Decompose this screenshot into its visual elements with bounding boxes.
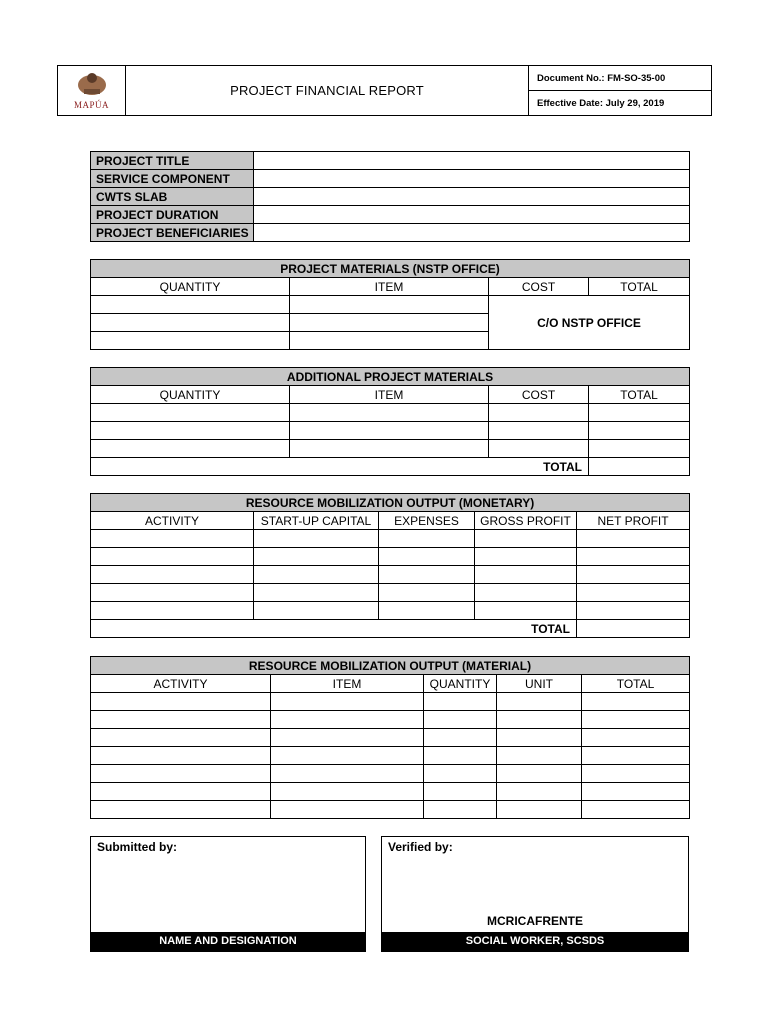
project-duration-field[interactable] — [254, 206, 690, 224]
net-profit-total-cell[interactable] — [577, 620, 690, 638]
nstp-materials-table — [90, 259, 690, 350]
item-cell[interactable] — [271, 747, 424, 765]
submitted-by-box[interactable] — [90, 836, 366, 952]
expenses-cell[interactable] — [379, 584, 475, 602]
quantity-cell[interactable] — [424, 693, 497, 711]
unit-cell[interactable] — [497, 729, 582, 747]
net-profit-cell[interactable] — [577, 602, 690, 620]
nstp-office-note: C/O NSTP OFFICE — [489, 296, 690, 350]
item-cell[interactable] — [271, 801, 424, 819]
startup-capital-cell[interactable] — [254, 602, 379, 620]
unit-cell[interactable] — [497, 765, 582, 783]
quantity-cell[interactable] — [424, 711, 497, 729]
table-row — [91, 765, 690, 783]
table-row — [91, 801, 690, 819]
item-cell[interactable] — [290, 422, 489, 440]
activity-cell[interactable] — [91, 729, 271, 747]
total-cell[interactable] — [582, 783, 690, 801]
expenses-cell[interactable] — [379, 530, 475, 548]
gross-profit-cell[interactable] — [475, 566, 577, 584]
name-designation-bar: NAME AND DESIGNATION — [91, 932, 365, 951]
table-row — [91, 296, 690, 314]
table-row — [91, 783, 690, 801]
quantity-cell[interactable] — [91, 422, 290, 440]
item-cell[interactable] — [290, 404, 489, 422]
label-project-beneficiaries: PROJECT BENEFICIARIES — [91, 224, 254, 242]
col-quantity: QUANTITY — [91, 278, 290, 296]
total-cell[interactable] — [589, 440, 690, 458]
col-cost: COST — [489, 386, 589, 404]
item-cell[interactable] — [271, 729, 424, 747]
gross-profit-cell[interactable] — [475, 584, 577, 602]
total-label: TOTAL — [91, 458, 589, 476]
table-row — [91, 584, 690, 602]
table-row — [91, 422, 690, 440]
net-profit-cell[interactable] — [577, 566, 690, 584]
item-cell[interactable] — [271, 711, 424, 729]
label-cwts-slab: CWTS SLAB — [91, 188, 254, 206]
monetary-output-table — [90, 493, 690, 638]
total-cell[interactable] — [582, 747, 690, 765]
col-total: TOTAL — [589, 278, 690, 296]
grand-total-cell[interactable] — [589, 458, 690, 476]
table-row — [91, 747, 690, 765]
startup-capital-cell[interactable] — [254, 566, 379, 584]
table-row — [91, 152, 690, 170]
total-cell[interactable] — [582, 801, 690, 819]
table-row — [91, 548, 690, 566]
col-unit: UNIT — [497, 675, 582, 693]
unit-cell[interactable] — [497, 801, 582, 819]
activity-cell[interactable] — [91, 711, 271, 729]
col-activity: ACTIVITY — [91, 512, 254, 530]
col-total: TOTAL — [582, 675, 690, 693]
cost-cell[interactable] — [489, 404, 589, 422]
col-startup-capital: START-UP CAPITAL — [254, 512, 379, 530]
col-item: ITEM — [290, 386, 489, 404]
total-cell[interactable] — [582, 693, 690, 711]
quantity-cell[interactable] — [424, 765, 497, 783]
activity-cell[interactable] — [91, 530, 254, 548]
nstp-materials-title: PROJECT MATERIALS (NSTP OFFICE) — [91, 260, 690, 278]
col-gross-profit: GROSS PROFIT — [475, 512, 577, 530]
table-row — [91, 404, 690, 422]
unit-cell[interactable] — [497, 711, 582, 729]
activity-cell[interactable] — [91, 566, 254, 584]
gross-profit-cell[interactable] — [475, 530, 577, 548]
verified-by-label: Verified by: — [388, 840, 453, 854]
total-cell[interactable] — [589, 422, 690, 440]
gross-profit-cell[interactable] — [475, 548, 577, 566]
col-cost: COST — [489, 278, 589, 296]
col-item: ITEM — [271, 675, 424, 693]
activity-cell[interactable] — [91, 548, 254, 566]
gross-profit-cell[interactable] — [475, 602, 577, 620]
service-component-field[interactable] — [254, 170, 690, 188]
table-row — [91, 602, 690, 620]
quantity-cell[interactable] — [91, 314, 290, 332]
quantity-cell[interactable] — [91, 440, 290, 458]
unit-cell[interactable] — [497, 693, 582, 711]
col-item: ITEM — [290, 278, 489, 296]
net-profit-cell[interactable] — [577, 584, 690, 602]
total-cell[interactable] — [582, 765, 690, 783]
logo-text: MAPÚA — [73, 100, 109, 110]
quantity-cell[interactable] — [424, 783, 497, 801]
label-project-duration: PROJECT DURATION — [91, 206, 254, 224]
item-cell[interactable] — [290, 440, 489, 458]
total-label: TOTAL — [91, 620, 577, 638]
col-activity: ACTIVITY — [91, 675, 271, 693]
col-total: TOTAL — [589, 386, 690, 404]
net-profit-cell[interactable] — [577, 548, 690, 566]
university-seal-icon — [70, 71, 114, 97]
expenses-cell[interactable] — [379, 548, 475, 566]
table-row — [91, 729, 690, 747]
startup-capital-cell[interactable] — [254, 530, 379, 548]
unit-cell[interactable] — [497, 783, 582, 801]
submitted-by-label: Submitted by: — [97, 840, 177, 854]
document-title: PROJECT FINANCIAL REPORT — [126, 66, 529, 116]
table-row — [91, 170, 690, 188]
table-row — [91, 206, 690, 224]
activity-cell[interactable] — [91, 602, 254, 620]
cwts-slab-field[interactable] — [254, 188, 690, 206]
activity-cell[interactable] — [91, 783, 271, 801]
total-cell[interactable] — [589, 404, 690, 422]
item-cell[interactable] — [271, 765, 424, 783]
cost-cell[interactable] — [489, 422, 589, 440]
item-cell[interactable] — [290, 314, 489, 332]
expenses-cell[interactable] — [379, 602, 475, 620]
material-output-title: RESOURCE MOBILIZATION OUTPUT (MATERIAL) — [91, 657, 690, 675]
total-cell[interactable] — [582, 711, 690, 729]
cost-cell[interactable] — [489, 440, 589, 458]
col-expenses: EXPENSES — [379, 512, 475, 530]
table-row — [91, 530, 690, 548]
total-row — [91, 458, 690, 476]
expenses-cell[interactable] — [379, 566, 475, 584]
table-row — [91, 693, 690, 711]
table-row — [91, 224, 690, 242]
label-service-component: SERVICE COMPONENT — [91, 170, 254, 188]
total-row — [91, 620, 690, 638]
label-project-title: PROJECT TITLE — [91, 152, 254, 170]
document-header — [57, 65, 712, 116]
col-quantity: QUANTITY — [424, 675, 497, 693]
quantity-cell[interactable] — [91, 404, 290, 422]
project-beneficiaries-field[interactable] — [254, 224, 690, 242]
total-cell[interactable] — [582, 729, 690, 747]
logo-cell — [58, 66, 126, 116]
table-row — [91, 711, 690, 729]
quantity-cell[interactable] — [424, 729, 497, 747]
startup-capital-cell[interactable] — [254, 584, 379, 602]
table-row — [91, 566, 690, 584]
activity-cell[interactable] — [91, 693, 271, 711]
startup-capital-cell[interactable] — [254, 548, 379, 566]
table-row — [91, 440, 690, 458]
effective-date: Effective Date: July 29, 2019 — [529, 91, 712, 116]
item-cell[interactable] — [271, 693, 424, 711]
net-profit-cell[interactable] — [577, 530, 690, 548]
item-cell[interactable] — [290, 332, 489, 350]
col-net-profit: NET PROFIT — [577, 512, 690, 530]
additional-materials-title: ADDITIONAL PROJECT MATERIALS — [91, 368, 690, 386]
activity-cell[interactable] — [91, 801, 271, 819]
activity-cell[interactable] — [91, 747, 271, 765]
quantity-cell[interactable] — [424, 747, 497, 765]
quantity-cell[interactable] — [424, 801, 497, 819]
document-number: Document No.: FM-SO-35-00 — [529, 66, 712, 91]
verifier-designation-bar: SOCIAL WORKER, SCSDS — [382, 932, 688, 951]
project-info-table — [90, 151, 690, 242]
additional-materials-table — [90, 367, 690, 476]
quantity-cell[interactable] — [91, 296, 290, 314]
monetary-output-title: RESOURCE MOBILIZATION OUTPUT (MONETARY) — [91, 494, 690, 512]
quantity-cell[interactable] — [91, 332, 290, 350]
activity-cell[interactable] — [91, 765, 271, 783]
unit-cell[interactable] — [497, 747, 582, 765]
table-row — [91, 188, 690, 206]
item-cell[interactable] — [290, 296, 489, 314]
col-quantity: QUANTITY — [91, 386, 290, 404]
item-cell[interactable] — [271, 783, 424, 801]
verifier-name: MCRICAFRENTE — [487, 914, 583, 928]
material-output-table — [90, 656, 690, 819]
verified-by-box[interactable] — [381, 836, 689, 952]
project-title-field[interactable] — [254, 152, 690, 170]
activity-cell[interactable] — [91, 584, 254, 602]
